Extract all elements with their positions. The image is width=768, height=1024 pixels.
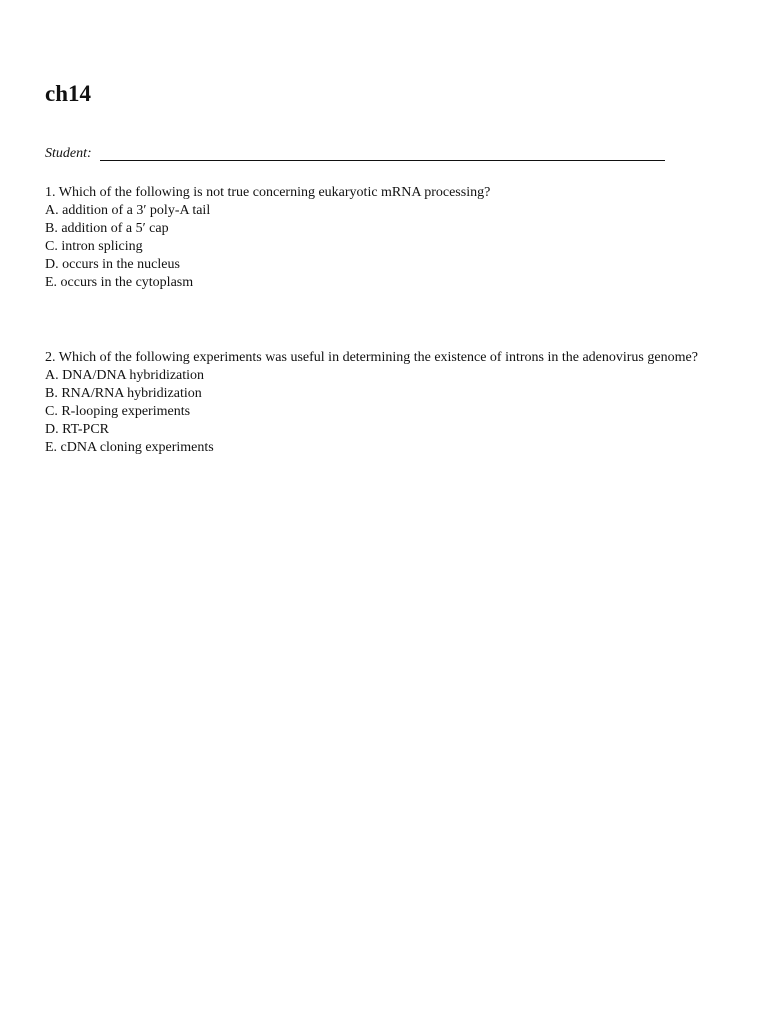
question-2 [45,349,705,457]
answer-option-c: C. R-looping experiments [45,404,191,419]
answer-option-d: D. RT-PCR [45,422,109,437]
answer-option-e: E. cDNA cloning experiments [45,440,214,455]
student-field [45,146,665,164]
page-title: ch14 [45,81,91,106]
answer-options [45,367,705,457]
question-stem: 1. Which of the following is not true concerning eukaryotic mRNA processing? [45,185,491,200]
answer-option-d: D. occurs in the nucleus [45,257,180,272]
answer-option-a: A. addition of a 3′ poly-A tail [45,203,211,218]
question-stem: 2. Which of the following experiments was useful in determining the existence of introns in the adenovirus genome? [45,350,698,365]
question-1 [45,184,705,292]
answer-option-c: C. intron splicing [45,239,143,254]
answer-option-e: E. occurs in the cytoplasm [45,275,194,290]
answer-options [45,202,705,292]
student-name-line [100,160,665,161]
answer-option-b: B. RNA/RNA hybridization [45,386,202,401]
answer-option-b: B. addition of a 5′ cap [45,221,169,236]
answer-option-a: A. DNA/DNA hybridization [45,368,205,383]
student-label: Student: [45,146,92,161]
